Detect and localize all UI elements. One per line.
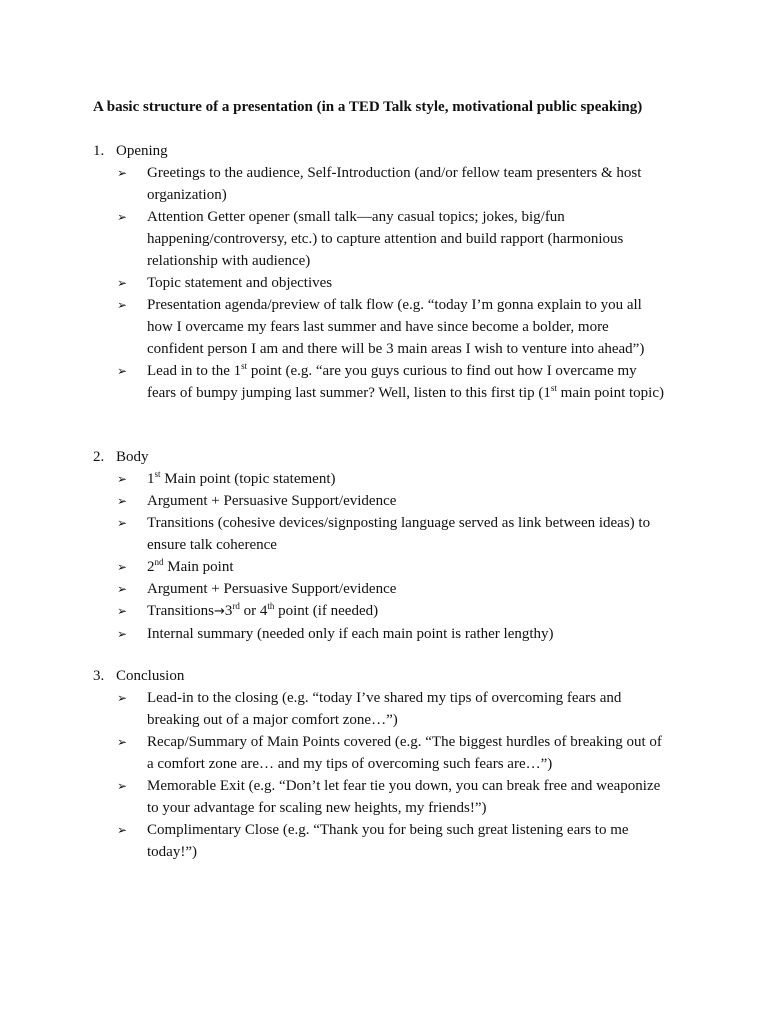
section-heading [93,446,713,468]
arrow-bullet-icon: ➢ [117,582,128,596]
arrow-bullet-icon: ➢ [117,604,128,618]
section-heading [93,140,713,162]
list-item [93,162,667,206]
list-item-text: Argument + Persuasive Support/evidence [147,493,397,509]
list-item-text: Argument + Persuasive Support/evidence [147,581,397,597]
list-item [93,731,667,775]
list-item [93,468,667,490]
list-item-text: Recap/Summary of Main Points covered (e.g. “The biggest hurdles of breaking out of a comfort zone are… and my tips of overcoming such fears are…”) [147,734,662,772]
list-item-text: Complimentary Close (e.g. “Thank you for being such great listening ears to me today!”) [147,822,629,860]
list-item [93,687,667,731]
list-item-text: Lead-in to the closing (e.g. “today I’ve shared my tips of overcoming fears and breaking out of a major comfort zone…”) [147,690,622,728]
section-heading [93,665,713,687]
list-item [93,623,667,645]
arrow-bullet-icon: ➢ [117,494,128,508]
arrow-bullet-icon: ➢ [117,823,128,837]
list-item-text: Greetings to the audience, Self-Introduction (and/or fellow team presenters & host organization) [147,165,642,203]
arrow-bullet-icon: ➢ [117,516,128,530]
list-item-text: Transitions→3rd or 4th point (if needed) [147,601,379,619]
section-label: Conclusion [116,668,185,684]
bullet-list [93,162,713,404]
list-item-text: Topic statement and objectives [147,275,333,291]
arrow-bullet-icon: ➢ [117,472,128,486]
list-item [93,360,667,404]
arrow-bullet-icon: ➢ [117,735,128,749]
list-item-text: Transitions (cohesive devices/signposting language served as link between ideas) to ensure talk coherence [147,515,651,553]
arrow-bullet-icon: ➢ [117,298,128,312]
list-item-text: 2nd Main point [147,557,234,575]
list-item-text: Internal summary (needed only if each main point is rather lengthy) [147,626,554,642]
section-number: 2. [93,449,105,465]
list-item [93,600,667,623]
list-item [93,819,667,863]
list-item [93,490,667,512]
arrow-bullet-icon: ➢ [117,364,128,378]
document-title: A basic structure of a presentation (in a TED Talk style, motivational public speaking) [93,99,643,115]
section-conclusion [93,665,713,863]
list-item-text: 1st Main point (topic statement) [147,469,336,487]
right-arrow-icon: → [213,604,225,619]
arrow-bullet-icon: ➢ [117,627,128,641]
list-item [93,775,667,819]
section-opening [93,140,713,404]
section-body [93,446,713,645]
arrow-bullet-icon: ➢ [117,276,128,290]
arrow-bullet-icon: ➢ [117,210,128,224]
bullet-list [93,468,713,645]
section-number: 3. [93,668,105,684]
list-item [93,512,667,556]
section-label: Opening [116,143,168,159]
arrow-bullet-icon: ➢ [117,560,128,574]
list-item-text: Attention Getter opener (small talk—any casual topics; jokes, big/fun happening/controversy, etc.) to capture attention and build rapport (harmonious relationship with audience) [147,209,624,269]
list-item [93,206,667,272]
list-item [93,556,667,578]
list-item-text: Memorable Exit (e.g. “Don’t let fear tie you down, you can break free and weaponize to your advantage for scaling new heights, my friends!”) [147,778,661,816]
arrow-bullet-icon: ➢ [117,166,128,180]
list-item [93,272,667,294]
section-label: Body [116,449,149,465]
list-item-text: Lead in to the 1st point (e.g. “are you guys curious to find out how I overcame my fears of bumpy jumping last summer? Well, listen to this first tip (1st main point topic) [147,361,664,401]
bullet-list [93,687,713,863]
list-item [93,294,667,360]
arrow-bullet-icon: ➢ [117,779,128,793]
arrow-bullet-icon: ➢ [117,691,128,705]
list-item-text: Presentation agenda/preview of talk flow (e.g. “today I’m gonna explain to you all how I overcame my fears last summer and have since become a bolder, more confident person I am and there will be 3 main areas I wish to venture into ahead”) [147,297,645,357]
section-number: 1. [93,143,105,159]
list-item [93,578,667,600]
